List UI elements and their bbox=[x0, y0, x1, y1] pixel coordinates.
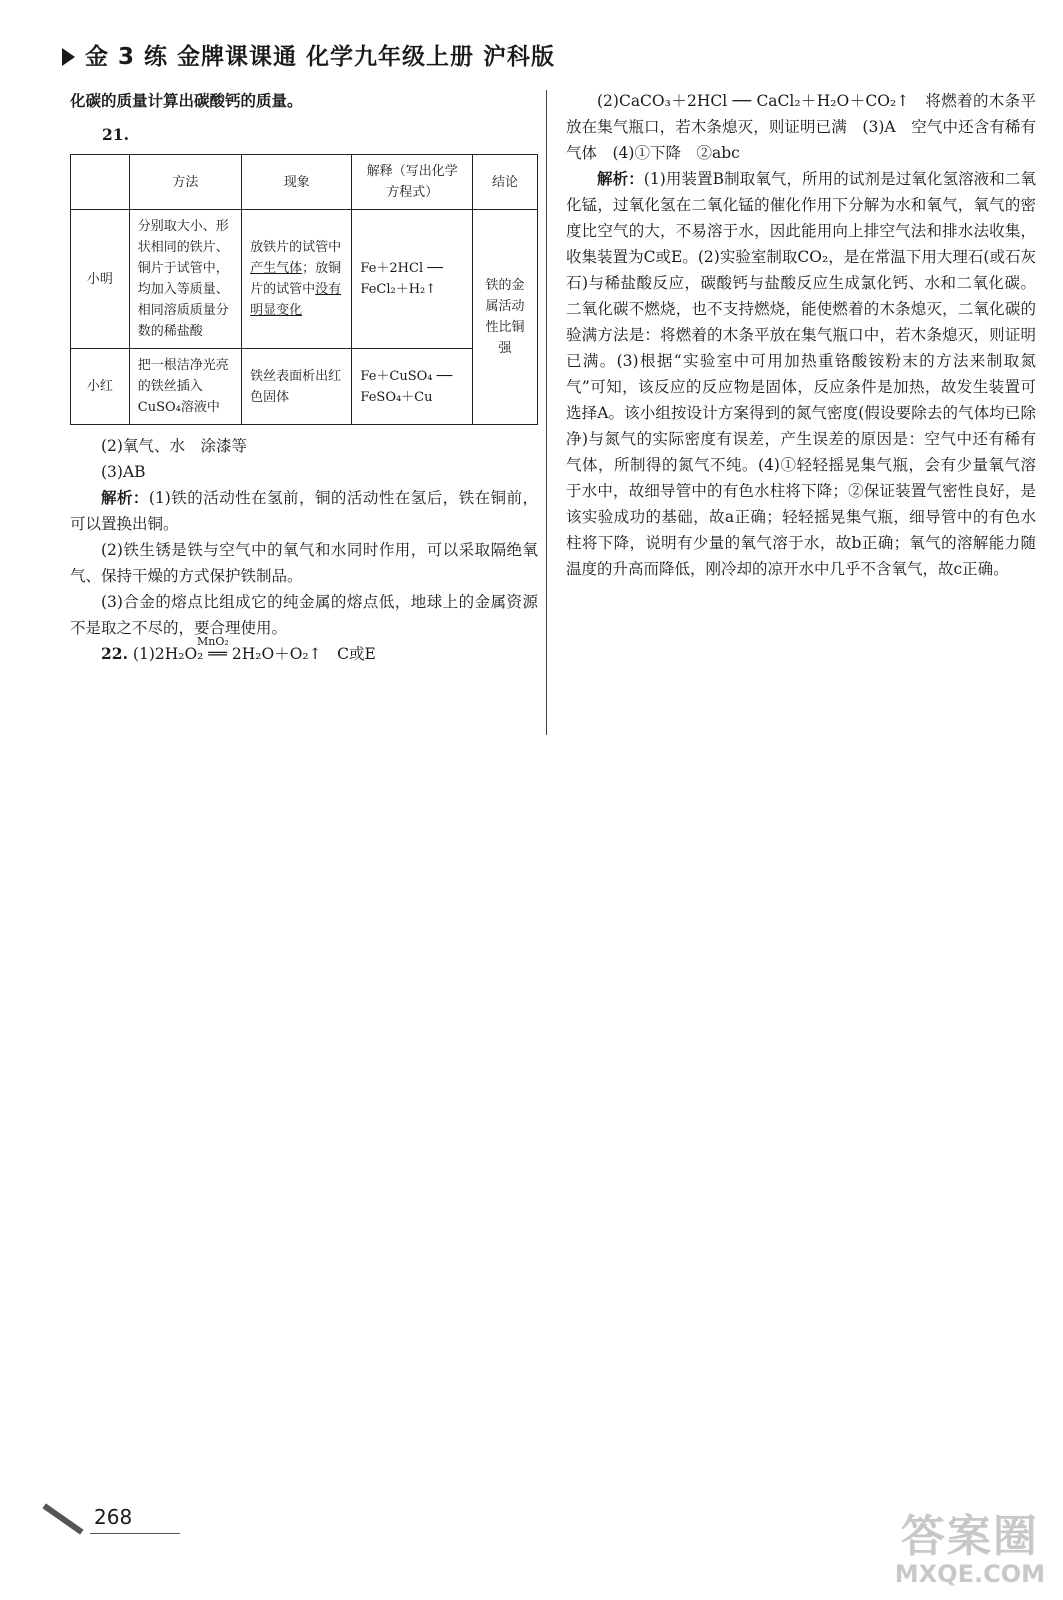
footer-rule bbox=[90, 1533, 180, 1534]
conclusion-cell: 铁的金属活动性比铜强 bbox=[473, 210, 538, 425]
pencil-icon bbox=[42, 1503, 83, 1534]
equation-cell: Fe＋CuSO₄ ── FeSO₄＋Cu bbox=[352, 349, 473, 425]
right-column bbox=[566, 88, 1036, 582]
phenomenon-answer: 没有明显变化 bbox=[250, 282, 342, 318]
reaction-condition: MnO₂ bbox=[197, 635, 229, 648]
page-footer bbox=[40, 1505, 132, 1529]
header-title: 金 3 练 金牌课课通 化学九年级上册 沪科版 bbox=[85, 44, 556, 70]
method-cell: 把一根洁净光亮的铁丝插入CuSO₄溶液中 bbox=[129, 349, 241, 425]
method-cell: 分别取大小、形状相同的铁片、铜片于试管中，均加入等质量、相同溶质质量分数的稀盐酸 bbox=[129, 210, 241, 349]
question-22-answer: (1)2H₂O₂ ══ 2H₂O＋O₂↑ C或E bbox=[132, 645, 376, 663]
row-name: 小红 bbox=[71, 349, 130, 425]
table-header-cell bbox=[71, 155, 130, 210]
page-number: 268 bbox=[94, 1505, 133, 1529]
analysis-2: (2)铁生锈是铁与空气中的氧气和水同时作用，可以采取隔绝氧气、保持干燥的方式保护铁制品。 bbox=[70, 541, 538, 585]
phenomenon-text: ；放铜片的试管中 bbox=[250, 261, 342, 297]
question-22-label: 22. bbox=[101, 644, 128, 663]
watermark-url: MXQE.COM bbox=[894, 1560, 1045, 1588]
experiment-table bbox=[70, 154, 538, 425]
watermark-logo-text: 答案圈 bbox=[900, 1511, 1039, 1562]
running-header bbox=[62, 38, 555, 71]
question-22 bbox=[70, 635, 538, 667]
analysis-3: (3)合金的熔点比组成它的纯金属的熔点低，地球上的金属资源不是取之不尽的，要合理使用。 bbox=[70, 593, 538, 637]
row-name: 小明 bbox=[71, 210, 130, 349]
phenomenon-text: 放铁片的试管中 bbox=[250, 240, 342, 255]
phenomenon-cell: 铁丝表面析出红色固体 bbox=[242, 349, 352, 425]
table-header-row bbox=[71, 155, 538, 210]
left-column bbox=[70, 88, 538, 667]
watermark bbox=[895, 1500, 1045, 1588]
question-21-label: 21. bbox=[102, 125, 129, 144]
table-header-cell: 结论 bbox=[473, 155, 538, 210]
answer-3: (3)AB bbox=[101, 463, 146, 481]
triangle-icon bbox=[62, 48, 75, 66]
equation-cell: Fe＋2HCl ── FeCl₂＋H₂↑ bbox=[352, 210, 473, 349]
table-row bbox=[71, 210, 538, 349]
analysis-text: (1)铁的活动性在氢前，铜的活动性在氢后，铁在铜前，可以置换出铜。 bbox=[70, 489, 538, 533]
analysis-text: (1)用装置B制取氧气，所用的试剂是过氧化氢溶液和二氧化锰，过氧化氢在二氧化锰的催化作用下分解为水和氧气，氧气的密度比空气的大，不易溶于水，因此能用向上排空气法和排水法收集，收集装置为C或E。(2)实验室制取CO₂，是在常温下用大理石(或石灰石)与稀盐酸反应，碳酸钙与盐酸反应生成氯化钙、水和二氧化碳。二氧化碳不燃烧，也不支持燃烧，能使燃着的木条熄灭，二氧化碳的验满方法是：将燃着的木条平放在集气瓶口中，若木条熄灭，则证明已满。(3)根据“实验室中可用加热重铬酸铵粉末的方法来制取氮气”可知，该反应的反应物是固体，反应条件是加热，故发生装置可选择A。该小组按设计方案得到的氮气密度(假设要除去的气体均已除净)与氮气的实际密度有误差，产生误差的原因是：空气中还有稀有气体，所制得的氮气不纯。(4)①轻轻摇晃集气瓶，会有少量氧气溶于水中，故细导管中的有色水柱将下降；②保证装置气密性良好，是该实验成功的基础，故a正确；轻轻摇晃集气瓶，细导管中的有色水柱将下降，说明有少量的氧气溶于水，故b正确；氧气的溶解能力随温度的升高而降低，刚冷却的凉开水中几乎不含氧气，故c正确。 bbox=[566, 170, 1036, 578]
answer-paragraph: (2)CaCO₃＋2HCl ── CaCl₂＋H₂O＋CO₂↑ 将燃着的木条平放在集气瓶口，若木条熄灭，则证明已满 (3)A 空气中还含有稀有气体 (4)①下降 ②abc bbox=[566, 92, 1036, 162]
carry-line: 化碳的质量计算出碳酸钙的质量。 bbox=[70, 91, 303, 110]
table-header-cell: 解释（写出化学方程式） bbox=[352, 155, 473, 210]
analysis-paragraph bbox=[566, 166, 1036, 582]
analysis-label: 解析： bbox=[597, 169, 644, 188]
analysis-1 bbox=[70, 485, 538, 537]
table-row bbox=[71, 349, 538, 425]
phenomenon-answer: 产生气体 bbox=[250, 261, 303, 276]
phenomenon-cell bbox=[242, 210, 352, 349]
answer-2: (2)氧气、水 涂漆等 bbox=[101, 437, 247, 455]
table-header-cell: 方法 bbox=[129, 155, 241, 210]
column-divider bbox=[546, 90, 547, 735]
table-header-cell: 现象 bbox=[242, 155, 352, 210]
analysis-label: 解析： bbox=[101, 488, 149, 507]
